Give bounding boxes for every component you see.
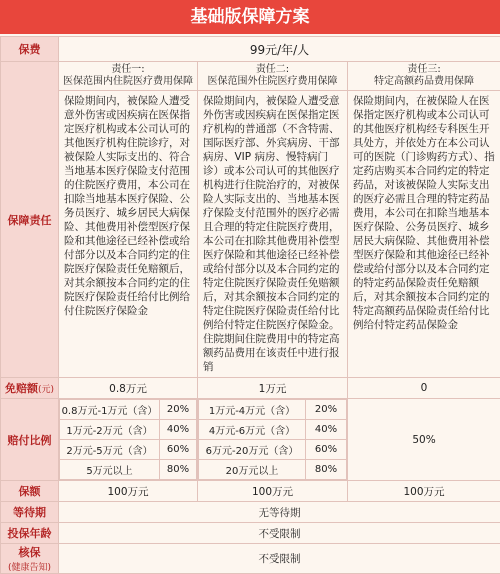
coverage-header-1: 责任一: 医保范围内住院医疗费用保障 xyxy=(59,62,198,91)
ratio-range: 20万元以上 xyxy=(199,460,306,480)
ratio-range: 5万元以上 xyxy=(60,460,160,480)
coverage-header-3: 责任三: 特定高额药品费用保障 xyxy=(348,62,500,91)
coverage-text-3: 保险期间内，在被保险人在医保指定医疗机构或本公司认可的其他医疗机构经专科医生开具处方，并依处方在本公司认可的医院（门诊购药方式）、指定药店购买本合同约定的特定药品，对该被保险人实际支出的医疗必需且合理的特定药品费用，本公司在扣除当地基本医疗保险、公务员医疗、城乡居民大病保险、其他费用补偿型医疗保险和其他途径已经补偿或给付部分以及本合同约定的特定药品保险责任免赔额后，对其余额按本合同约定的特定高额药品保险责任给付比例给付特定药品保险金 xyxy=(348,91,500,378)
ratio-row xyxy=(1,399,500,481)
underwriting-row xyxy=(1,544,500,574)
sum-insured-label: 保额 xyxy=(1,481,59,502)
deductible-label: 免赔额(元) xyxy=(1,378,59,399)
ratio-pct: 20% xyxy=(160,400,197,420)
ratio-pct: 20% xyxy=(306,400,347,420)
ratio-2-row-4 xyxy=(199,460,347,480)
coverage-header-2: 责任二: 医保范围外住院医疗费用保障 xyxy=(198,62,348,91)
age-label: 投保年龄 xyxy=(1,523,59,544)
ratio-range: 0.8万元-1万元（含） xyxy=(60,400,160,420)
premium-label: 保费 xyxy=(1,37,59,62)
age-value: 不受限制 xyxy=(59,523,500,544)
coverage-text-2: 保险期间内，被保险人遭受意外伤害或因疾病在医保指定医疗机构的普通部（不含特需、国际医疗部、外宾病房、干部病房、VIP 病房、慢特病门诊）或本公司认可的其他医疗机构进行住院治疗的，对被保险人实际支出的、当地基本医疗保险支付范围外的医疗必需且合理的特定住院医疗费用，本公司在扣除其他费用补偿型医疗保险和其他途径已经补偿或给付部分以及本合同约定的特定住院医疗保险责任免赔额后，对其余额按本合同约定的特定住院医疗保险责任给付比例给付特定住院医疗保险金。住院期间住院费用中的特定高额药品费用在该责任中进行报销 xyxy=(198,91,348,378)
ratio-range: 6万元-20万元（含） xyxy=(199,440,306,460)
coverage-body-row xyxy=(1,91,500,378)
sum-insured-1: 100万元 xyxy=(59,481,198,502)
deductible-1: 0.8万元 xyxy=(59,378,198,399)
coverage-text-1: 保险期间内，被保险人遭受意外伤害或因疾病在医保指定医疗机构或本公司认可的其他医疗机构住院诊疗，对被保险人实际支出的、符合当地基本医疗保险支付范围的住院医疗费用，本公司在扣除当地基本医疗保险、公务员医疗、城乡居民大病保险、其他费用补偿型医疗保险和其他途径已经补偿或给付部分以及本合同约定的住院医疗保险责任免赔额后，对其余额按本合同约定的住院医疗保险责任给付比例给付住院医疗保险金 xyxy=(59,91,198,378)
deductible-3: 0 xyxy=(348,378,500,399)
ratio-pct: 80% xyxy=(306,460,347,480)
plan-table xyxy=(0,36,500,574)
premium-value: 99元/年/人 xyxy=(59,37,500,62)
underwriting-label: 核保 (健康告知) xyxy=(1,544,59,574)
sum-insured-2: 100万元 xyxy=(198,481,348,502)
deductible-2: 1万元 xyxy=(198,378,348,399)
ratio-range: 1万元-2万元（含） xyxy=(60,420,160,440)
deductible-row xyxy=(1,378,500,399)
ratio-pct: 60% xyxy=(160,440,197,460)
underwriting-value: 不受限制 xyxy=(59,544,500,574)
ratio-pct: 40% xyxy=(306,420,347,440)
ratio-label: 赔付比例 xyxy=(1,399,59,481)
ratio-2-row-1 xyxy=(199,400,347,420)
ratio-1-row-2 xyxy=(60,420,197,440)
page-title: 基础版保障方案 xyxy=(0,0,500,34)
ratio-range: 4万元-6万元（含） xyxy=(199,420,306,440)
ratio-pct: 60% xyxy=(306,440,347,460)
ratio-2-row-2 xyxy=(199,420,347,440)
ratio-2-row-3 xyxy=(199,440,347,460)
ratio-col-2 xyxy=(198,399,348,481)
ratio-col-1 xyxy=(59,399,198,481)
sum-insured-3: 100万元 xyxy=(348,481,500,502)
coverage-header-row xyxy=(1,62,500,91)
waiting-row xyxy=(1,502,500,523)
coverage-label: 保障责任 xyxy=(1,62,59,378)
ratio-range: 2万元-5万元（含） xyxy=(60,440,160,460)
ratio-1-row-1 xyxy=(60,400,197,420)
ratio-pct: 80% xyxy=(160,460,197,480)
sum-insured-row xyxy=(1,481,500,502)
ratio-col-3: 50% xyxy=(348,399,500,481)
ratio-range: 1万元-4万元（含） xyxy=(199,400,306,420)
waiting-label: 等待期 xyxy=(1,502,59,523)
waiting-value: 无等待期 xyxy=(59,502,500,523)
premium-row xyxy=(1,37,500,62)
ratio-pct: 40% xyxy=(160,420,197,440)
ratio-1-row-3 xyxy=(60,440,197,460)
ratio-1-row-4 xyxy=(60,460,197,480)
age-row xyxy=(1,523,500,544)
